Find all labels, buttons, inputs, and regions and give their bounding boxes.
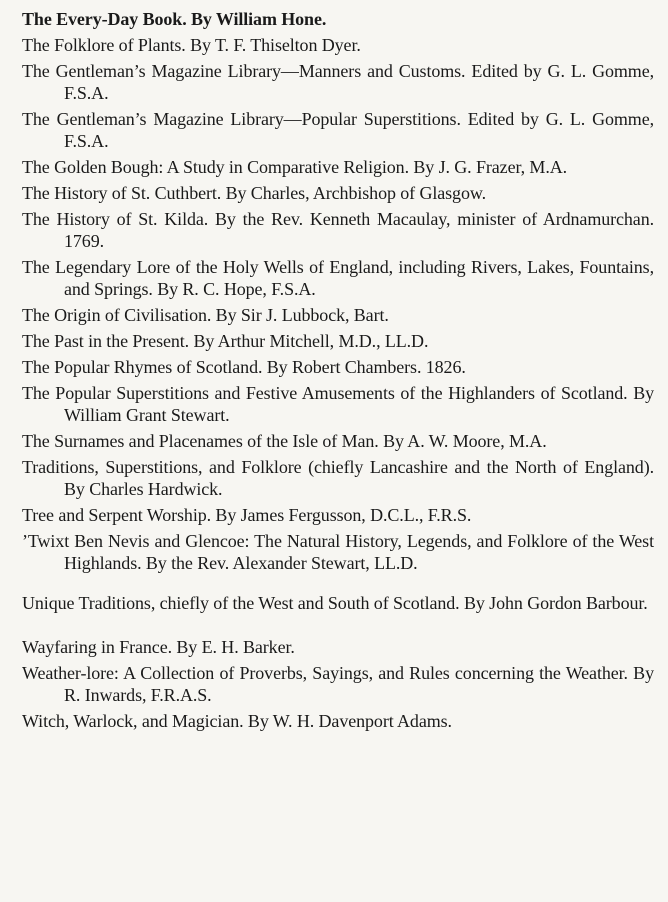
bibliography-entry: The Surnames and Placenames of the Isle of Man. By A. W. Moore, M.A.: [22, 431, 547, 451]
bibliography-entry: Witch, Warlock, and Magician. By W. H. Davenport Adams.: [22, 711, 452, 731]
bibliography-entry: The Origin of Civilisation. By Sir J. Lubbock, Bart.: [22, 305, 389, 325]
bibliography-entry: ’Twixt Ben Nevis and Glencoe: The Natural History, Legends, and Folklore of the West Highlands. By the Rev. Alexander Stewart, LL.D.: [22, 531, 654, 573]
bibliography-entry: Wayfaring in France. By E. H. Barker.: [22, 637, 295, 657]
bibliography-entry: The Every-Day Book. By William Hone.: [22, 9, 327, 29]
bibliography-entry: The Golden Bough: A Study in Comparative Religion. By J. G. Frazer, M.A.: [22, 157, 568, 177]
bibliography-list: [22, 8, 654, 732]
bibliography-entry: The Popular Superstitions and Festive Amusements of the Highlanders of Scotland. By William Grant Stewart.: [22, 383, 654, 425]
bibliography-entry: Unique Traditions, chiefly of the West and South of Scotland. By John Gordon Barbour.: [22, 593, 648, 613]
bibliography-entry: The Gentleman’s Magazine Library—Manners and Customs. Edited by G. L. Gomme, F.S.A.: [22, 61, 654, 103]
bibliography-entry: Tree and Serpent Worship. By James Fergusson, D.C.L., F.R.S.: [22, 505, 472, 525]
bibliography-entry: Weather-lore: A Collection of Proverbs, Sayings, and Rules concerning the Weather. By R. Inwards, F.R.A.S.: [22, 663, 654, 705]
bibliography-entry: The Legendary Lore of the Holy Wells of England, including Rivers, Lakes, Fountains, and Springs. By R. C. Hope, F.S.A.: [22, 257, 654, 299]
bibliography-entry: The Folklore of Plants. By T. F. Thiselton Dyer.: [22, 35, 361, 55]
bibliography-entry: The History of St. Cuthbert. By Charles, Archbishop of Glasgow.: [22, 183, 486, 203]
bibliography-entry: The Popular Rhymes of Scotland. By Robert Chambers. 1826.: [22, 357, 466, 377]
bibliography-entry: The History of St. Kilda. By the Rev. Kenneth Macaulay, minister of Ardnamurchan. 1769.: [22, 209, 654, 251]
bibliography-entry: The Gentleman’s Magazine Library—Popular Superstitions. Edited by G. L. Gomme, F.S.A.: [22, 109, 654, 151]
bibliography-entry: The Past in the Present. By Arthur Mitchell, M.D., LL.D.: [22, 331, 429, 351]
bibliography-entry: Traditions, Superstitions, and Folklore (chiefly Lancashire and the North of England). By Charles Hardwick.: [22, 457, 654, 499]
